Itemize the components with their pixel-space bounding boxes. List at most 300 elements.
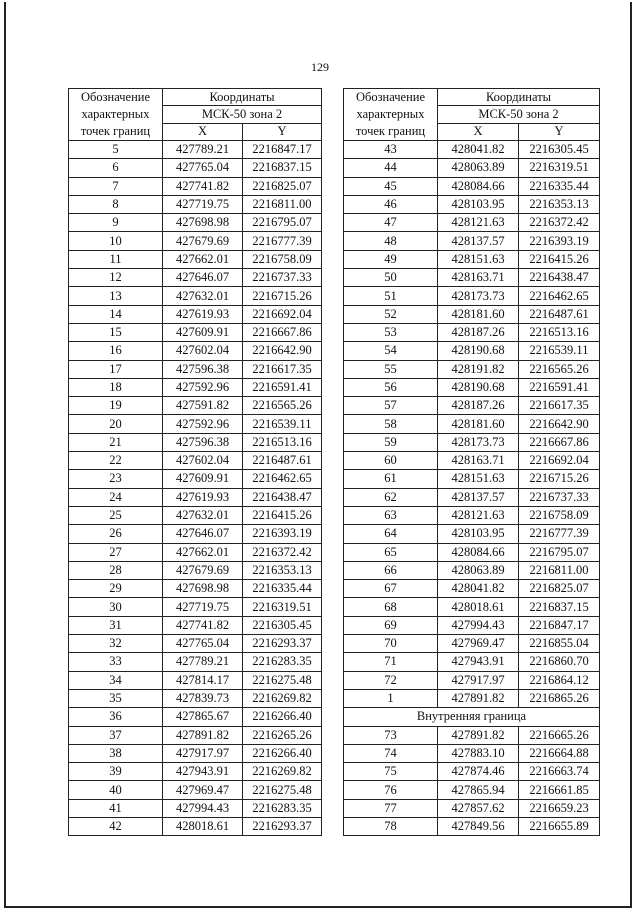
x-coordinate-cell: 428137.57 <box>438 488 519 506</box>
point-number-cell: 60 <box>344 452 438 470</box>
column-header-x: X <box>163 123 243 140</box>
table-row <box>344 232 600 250</box>
y-coordinate-cell: 2216667.86 <box>519 433 600 451</box>
y-coordinate-cell: 2216661.85 <box>519 781 600 799</box>
x-coordinate-cell: 427969.47 <box>163 781 243 799</box>
y-coordinate-cell: 2216335.44 <box>519 177 600 195</box>
x-coordinate-cell: 427883.10 <box>438 744 519 762</box>
table-row <box>69 653 322 671</box>
inner-boundary-label: Внутренняя граница <box>344 708 600 726</box>
point-number-cell: 11 <box>69 250 163 268</box>
y-coordinate-cell: 2216372.42 <box>243 543 322 561</box>
x-coordinate-cell: 427679.69 <box>163 561 243 579</box>
y-coordinate-cell: 2216667.86 <box>243 323 322 341</box>
table-row <box>69 708 322 726</box>
y-coordinate-cell: 2216462.65 <box>243 470 322 488</box>
table-row <box>344 781 600 799</box>
table-row <box>344 323 600 341</box>
point-number-cell: 6 <box>69 159 163 177</box>
x-coordinate-cell: 428121.63 <box>438 214 519 232</box>
x-coordinate-cell: 428190.68 <box>438 342 519 360</box>
x-coordinate-cell: 428063.89 <box>438 159 519 177</box>
y-coordinate-cell: 2216305.45 <box>519 141 600 159</box>
point-number-cell: 63 <box>344 506 438 524</box>
y-coordinate-cell: 2216777.39 <box>243 232 322 250</box>
column-header-y: Y <box>243 123 322 140</box>
table-row <box>344 744 600 762</box>
table-row <box>344 799 600 817</box>
point-number-cell: 75 <box>344 763 438 781</box>
x-coordinate-cell: 427865.94 <box>438 781 519 799</box>
point-number-cell: 28 <box>69 561 163 579</box>
table-row <box>69 744 322 762</box>
point-number-cell: 54 <box>344 342 438 360</box>
point-number-cell: 22 <box>69 452 163 470</box>
table-row <box>69 525 322 543</box>
y-coordinate-cell: 2216825.07 <box>519 580 600 598</box>
x-coordinate-cell: 427596.38 <box>163 360 243 378</box>
x-coordinate-cell: 427679.69 <box>163 232 243 250</box>
x-coordinate-cell: 427619.93 <box>163 305 243 323</box>
x-coordinate-cell: 427592.96 <box>163 415 243 433</box>
y-coordinate-cell: 2216659.23 <box>519 799 600 817</box>
y-coordinate-cell: 2216663.74 <box>519 763 600 781</box>
table-row <box>344 141 600 159</box>
x-coordinate-cell: 428163.71 <box>438 269 519 287</box>
x-coordinate-cell: 428181.60 <box>438 305 519 323</box>
y-coordinate-cell: 2216269.82 <box>243 763 322 781</box>
table-row <box>69 195 322 213</box>
y-coordinate-cell: 2216283.35 <box>243 653 322 671</box>
table-row <box>344 817 600 835</box>
point-number-cell: 29 <box>69 580 163 598</box>
x-coordinate-cell: 428018.61 <box>438 598 519 616</box>
table-row <box>344 397 600 415</box>
table-row <box>69 689 322 707</box>
point-number-cell: 12 <box>69 269 163 287</box>
table-row <box>344 250 600 268</box>
point-number-cell: 52 <box>344 305 438 323</box>
y-coordinate-cell: 2216305.45 <box>243 616 322 634</box>
table-row <box>69 580 322 598</box>
y-coordinate-cell: 2216266.40 <box>243 708 322 726</box>
table-row <box>69 561 322 579</box>
coordinates-table-left <box>68 88 322 836</box>
table-row <box>344 488 600 506</box>
y-coordinate-cell: 2216539.11 <box>519 342 600 360</box>
x-coordinate-cell: 427917.97 <box>438 671 519 689</box>
x-coordinate-cell: 428151.63 <box>438 250 519 268</box>
point-number-cell: 78 <box>344 817 438 835</box>
x-coordinate-cell: 427891.82 <box>438 726 519 744</box>
table-row <box>344 506 600 524</box>
point-number-cell: 76 <box>344 781 438 799</box>
point-number-cell: 72 <box>344 671 438 689</box>
point-number-cell: 41 <box>69 799 163 817</box>
y-coordinate-cell: 2216353.13 <box>243 561 322 579</box>
y-coordinate-cell: 2216837.15 <box>243 159 322 177</box>
point-number-cell: 73 <box>344 726 438 744</box>
x-coordinate-cell: 427874.46 <box>438 763 519 781</box>
x-coordinate-cell: 428084.66 <box>438 177 519 195</box>
table-row <box>69 506 322 524</box>
table-row <box>69 488 322 506</box>
point-number-cell: 5 <box>69 141 163 159</box>
point-number-cell: 68 <box>344 598 438 616</box>
table-row <box>344 177 600 195</box>
table-row <box>344 360 600 378</box>
point-number-cell: 66 <box>344 561 438 579</box>
x-coordinate-cell: 428190.68 <box>438 378 519 396</box>
x-coordinate-cell: 427765.04 <box>163 159 243 177</box>
x-coordinate-cell: 427591.82 <box>163 397 243 415</box>
point-number-cell: 47 <box>344 214 438 232</box>
y-coordinate-cell: 2216837.15 <box>519 598 600 616</box>
point-number-cell: 21 <box>69 433 163 451</box>
y-coordinate-cell: 2216513.16 <box>519 323 600 341</box>
x-coordinate-cell: 427994.43 <box>163 799 243 817</box>
x-coordinate-cell: 427592.96 <box>163 378 243 396</box>
y-coordinate-cell: 2216825.07 <box>243 177 322 195</box>
table-row <box>69 415 322 433</box>
table-row <box>344 726 600 744</box>
x-coordinate-cell: 427609.91 <box>163 470 243 488</box>
x-coordinate-cell: 427609.91 <box>163 323 243 341</box>
x-coordinate-cell: 427698.98 <box>163 580 243 598</box>
y-coordinate-cell: 2216617.35 <box>519 397 600 415</box>
point-number-cell: 64 <box>344 525 438 543</box>
point-number-cell: 43 <box>344 141 438 159</box>
x-coordinate-cell: 427619.93 <box>163 488 243 506</box>
point-number-cell: 77 <box>344 799 438 817</box>
table-row <box>69 397 322 415</box>
x-coordinate-cell: 428191.82 <box>438 360 519 378</box>
point-number-cell: 51 <box>344 287 438 305</box>
x-coordinate-cell: 427943.91 <box>163 763 243 781</box>
table-row <box>69 287 322 305</box>
table-row <box>69 726 322 744</box>
x-coordinate-cell: 427839.73 <box>163 689 243 707</box>
table-row <box>69 159 322 177</box>
table-row <box>344 525 600 543</box>
point-number-cell: 25 <box>69 506 163 524</box>
point-number-cell: 55 <box>344 360 438 378</box>
table-row <box>69 763 322 781</box>
y-coordinate-cell: 2216758.09 <box>519 506 600 524</box>
x-coordinate-cell: 427891.82 <box>163 726 243 744</box>
table-row <box>344 342 600 360</box>
table-row <box>344 763 600 781</box>
y-coordinate-cell: 2216811.00 <box>243 195 322 213</box>
x-coordinate-cell: 427765.04 <box>163 635 243 653</box>
point-number-cell: 53 <box>344 323 438 341</box>
x-coordinate-cell: 427662.01 <box>163 543 243 561</box>
table-row <box>344 470 600 488</box>
point-number-cell: 24 <box>69 488 163 506</box>
point-number-cell: 17 <box>69 360 163 378</box>
x-coordinate-cell: 428137.57 <box>438 232 519 250</box>
table-row <box>344 561 600 579</box>
x-coordinate-cell: 427719.75 <box>163 195 243 213</box>
y-coordinate-cell: 2216565.26 <box>243 397 322 415</box>
table-row <box>69 616 322 634</box>
point-number-cell: 42 <box>69 817 163 835</box>
table-body-left <box>69 141 322 836</box>
x-coordinate-cell: 428187.26 <box>438 397 519 415</box>
y-coordinate-cell: 2216865.26 <box>519 689 600 707</box>
y-coordinate-cell: 2216393.19 <box>519 232 600 250</box>
point-number-cell: 57 <box>344 397 438 415</box>
y-coordinate-cell: 2216737.33 <box>243 269 322 287</box>
table-row <box>344 616 600 634</box>
point-number-cell: 30 <box>69 598 163 616</box>
point-number-cell: 9 <box>69 214 163 232</box>
y-coordinate-cell: 2216293.37 <box>243 635 322 653</box>
point-number-cell: 26 <box>69 525 163 543</box>
point-number-cell: 56 <box>344 378 438 396</box>
point-number-cell: 50 <box>344 269 438 287</box>
y-coordinate-cell: 2216642.90 <box>519 415 600 433</box>
point-number-cell: 20 <box>69 415 163 433</box>
x-coordinate-cell: 427698.98 <box>163 214 243 232</box>
coordinates-table-right <box>343 88 600 836</box>
point-number-cell: 19 <box>69 397 163 415</box>
point-number-cell: 18 <box>69 378 163 396</box>
point-number-cell: 67 <box>344 580 438 598</box>
x-coordinate-cell: 427662.01 <box>163 250 243 268</box>
x-coordinate-cell: 428103.95 <box>438 195 519 213</box>
x-coordinate-cell: 427857.62 <box>438 799 519 817</box>
column-header-point-name: Обозначение характерных точек границ <box>69 89 163 141</box>
table-row <box>344 580 600 598</box>
point-number-cell: 27 <box>69 543 163 561</box>
point-number-cell: 46 <box>344 195 438 213</box>
column-header-coordinate-system: МСК-50 зона 2 <box>163 106 322 123</box>
table-row <box>344 689 600 707</box>
point-number-cell: 74 <box>344 744 438 762</box>
point-number-cell: 36 <box>69 708 163 726</box>
y-coordinate-cell: 2216664.88 <box>519 744 600 762</box>
table-row <box>69 141 322 159</box>
x-coordinate-cell: 428041.82 <box>438 580 519 598</box>
x-coordinate-cell: 427646.07 <box>163 269 243 287</box>
table-row <box>344 598 600 616</box>
point-number-cell: 8 <box>69 195 163 213</box>
x-coordinate-cell: 427865.67 <box>163 708 243 726</box>
x-coordinate-cell: 427741.82 <box>163 177 243 195</box>
y-coordinate-cell: 2216513.16 <box>243 433 322 451</box>
y-coordinate-cell: 2216642.90 <box>243 342 322 360</box>
x-coordinate-cell: 427994.43 <box>438 616 519 634</box>
table-row <box>69 232 322 250</box>
x-coordinate-cell: 427969.47 <box>438 635 519 653</box>
y-coordinate-cell: 2216269.82 <box>243 689 322 707</box>
point-number-cell: 61 <box>344 470 438 488</box>
point-number-cell: 33 <box>69 653 163 671</box>
table-row <box>344 415 600 433</box>
column-header-coordinate-system: МСК-50 зона 2 <box>438 106 600 123</box>
y-coordinate-cell: 2216319.51 <box>243 598 322 616</box>
point-number-cell: 14 <box>69 305 163 323</box>
y-coordinate-cell: 2216795.07 <box>243 214 322 232</box>
x-coordinate-cell: 427891.82 <box>438 689 519 707</box>
point-number-cell: 45 <box>344 177 438 195</box>
x-coordinate-cell: 428151.63 <box>438 470 519 488</box>
x-coordinate-cell: 427602.04 <box>163 342 243 360</box>
y-coordinate-cell: 2216847.17 <box>519 616 600 634</box>
x-coordinate-cell: 427602.04 <box>163 452 243 470</box>
y-coordinate-cell: 2216275.48 <box>243 781 322 799</box>
point-number-cell: 70 <box>344 635 438 653</box>
y-coordinate-cell: 2216860.70 <box>519 653 600 671</box>
y-coordinate-cell: 2216777.39 <box>519 525 600 543</box>
y-coordinate-cell: 2216565.26 <box>519 360 600 378</box>
column-header-coordinates: Координаты <box>163 89 322 106</box>
table-row <box>69 799 322 817</box>
table-row <box>344 433 600 451</box>
table-row <box>344 635 600 653</box>
y-coordinate-cell: 2216665.26 <box>519 726 600 744</box>
page-number: 129 <box>311 60 329 74</box>
x-coordinate-cell: 427789.21 <box>163 653 243 671</box>
table-row <box>69 360 322 378</box>
point-number-cell: 10 <box>69 232 163 250</box>
y-coordinate-cell: 2216811.00 <box>519 561 600 579</box>
y-coordinate-cell: 2216265.26 <box>243 726 322 744</box>
point-number-cell: 58 <box>344 415 438 433</box>
point-number-cell: 65 <box>344 543 438 561</box>
column-header-x: X <box>438 123 519 140</box>
point-number-cell: 39 <box>69 763 163 781</box>
point-number-cell: 48 <box>344 232 438 250</box>
y-coordinate-cell: 2216462.65 <box>519 287 600 305</box>
point-number-cell: 71 <box>344 653 438 671</box>
y-coordinate-cell: 2216692.04 <box>519 452 600 470</box>
y-coordinate-cell: 2216438.47 <box>519 269 600 287</box>
y-coordinate-cell: 2216591.41 <box>519 378 600 396</box>
table-row <box>69 269 322 287</box>
point-number-cell: 13 <box>69 287 163 305</box>
y-coordinate-cell: 2216415.26 <box>243 506 322 524</box>
x-coordinate-cell: 427632.01 <box>163 506 243 524</box>
x-coordinate-cell: 427789.21 <box>163 141 243 159</box>
y-coordinate-cell: 2216393.19 <box>243 525 322 543</box>
point-number-cell: 37 <box>69 726 163 744</box>
y-coordinate-cell: 2216737.33 <box>519 488 600 506</box>
y-coordinate-cell: 2216266.40 <box>243 744 322 762</box>
x-coordinate-cell: 427632.01 <box>163 287 243 305</box>
table-row <box>344 269 600 287</box>
y-coordinate-cell: 2216275.48 <box>243 671 322 689</box>
table-row <box>69 250 322 268</box>
x-coordinate-cell: 427849.56 <box>438 817 519 835</box>
point-number-cell: 69 <box>344 616 438 634</box>
point-number-cell: 35 <box>69 689 163 707</box>
point-number-cell: 7 <box>69 177 163 195</box>
table-row <box>69 378 322 396</box>
column-header-point-name: Обозначение характерных точек границ <box>344 89 438 141</box>
table-row <box>69 470 322 488</box>
x-coordinate-cell: 428121.63 <box>438 506 519 524</box>
y-coordinate-cell: 2216353.13 <box>519 195 600 213</box>
y-coordinate-cell: 2216715.26 <box>243 287 322 305</box>
y-coordinate-cell: 2216539.11 <box>243 415 322 433</box>
x-coordinate-cell: 428173.73 <box>438 433 519 451</box>
y-coordinate-cell: 2216847.17 <box>243 141 322 159</box>
point-number-cell: 32 <box>69 635 163 653</box>
point-number-cell: 40 <box>69 781 163 799</box>
table-row <box>344 378 600 396</box>
table-row <box>69 342 322 360</box>
table-row <box>344 214 600 232</box>
table-row <box>344 543 600 561</box>
y-coordinate-cell: 2216591.41 <box>243 378 322 396</box>
point-number-cell: 38 <box>69 744 163 762</box>
y-coordinate-cell: 2216795.07 <box>519 543 600 561</box>
y-coordinate-cell: 2216855.04 <box>519 635 600 653</box>
table-row <box>69 433 322 451</box>
point-number-cell: 15 <box>69 323 163 341</box>
table-row <box>344 452 600 470</box>
point-number-cell: 1 <box>344 689 438 707</box>
x-coordinate-cell: 428187.26 <box>438 323 519 341</box>
x-coordinate-cell: 427646.07 <box>163 525 243 543</box>
column-header-y: Y <box>519 123 600 140</box>
point-number-cell: 16 <box>69 342 163 360</box>
x-coordinate-cell: 428181.60 <box>438 415 519 433</box>
table-body-right <box>344 141 600 836</box>
y-coordinate-cell: 2216617.35 <box>243 360 322 378</box>
y-coordinate-cell: 2216864.12 <box>519 671 600 689</box>
point-number-cell: 59 <box>344 433 438 451</box>
table-row <box>344 305 600 323</box>
y-coordinate-cell: 2216293.37 <box>243 817 322 835</box>
y-coordinate-cell: 2216372.42 <box>519 214 600 232</box>
table-row <box>69 543 322 561</box>
table-row <box>69 305 322 323</box>
point-number-cell: 34 <box>69 671 163 689</box>
y-coordinate-cell: 2216319.51 <box>519 159 600 177</box>
y-coordinate-cell: 2216283.35 <box>243 799 322 817</box>
y-coordinate-cell: 2216758.09 <box>243 250 322 268</box>
x-coordinate-cell: 427814.17 <box>163 671 243 689</box>
y-coordinate-cell: 2216655.89 <box>519 817 600 835</box>
y-coordinate-cell: 2216335.44 <box>243 580 322 598</box>
x-coordinate-cell: 427741.82 <box>163 616 243 634</box>
x-coordinate-cell: 428041.82 <box>438 141 519 159</box>
column-header-coordinates: Координаты <box>438 89 600 106</box>
x-coordinate-cell: 427596.38 <box>163 433 243 451</box>
x-coordinate-cell: 428084.66 <box>438 543 519 561</box>
table-row <box>344 653 600 671</box>
table-row <box>344 671 600 689</box>
y-coordinate-cell: 2216487.61 <box>243 452 322 470</box>
table-row <box>69 214 322 232</box>
section-row <box>344 708 600 726</box>
x-coordinate-cell: 427943.91 <box>438 653 519 671</box>
x-coordinate-cell: 427719.75 <box>163 598 243 616</box>
table-row <box>69 452 322 470</box>
x-coordinate-cell: 428163.71 <box>438 452 519 470</box>
x-coordinate-cell: 428103.95 <box>438 525 519 543</box>
table-row <box>69 781 322 799</box>
x-coordinate-cell: 428018.61 <box>163 817 243 835</box>
point-number-cell: 23 <box>69 470 163 488</box>
x-coordinate-cell: 427917.97 <box>163 744 243 762</box>
table-row <box>69 323 322 341</box>
x-coordinate-cell: 428173.73 <box>438 287 519 305</box>
table-row <box>344 159 600 177</box>
